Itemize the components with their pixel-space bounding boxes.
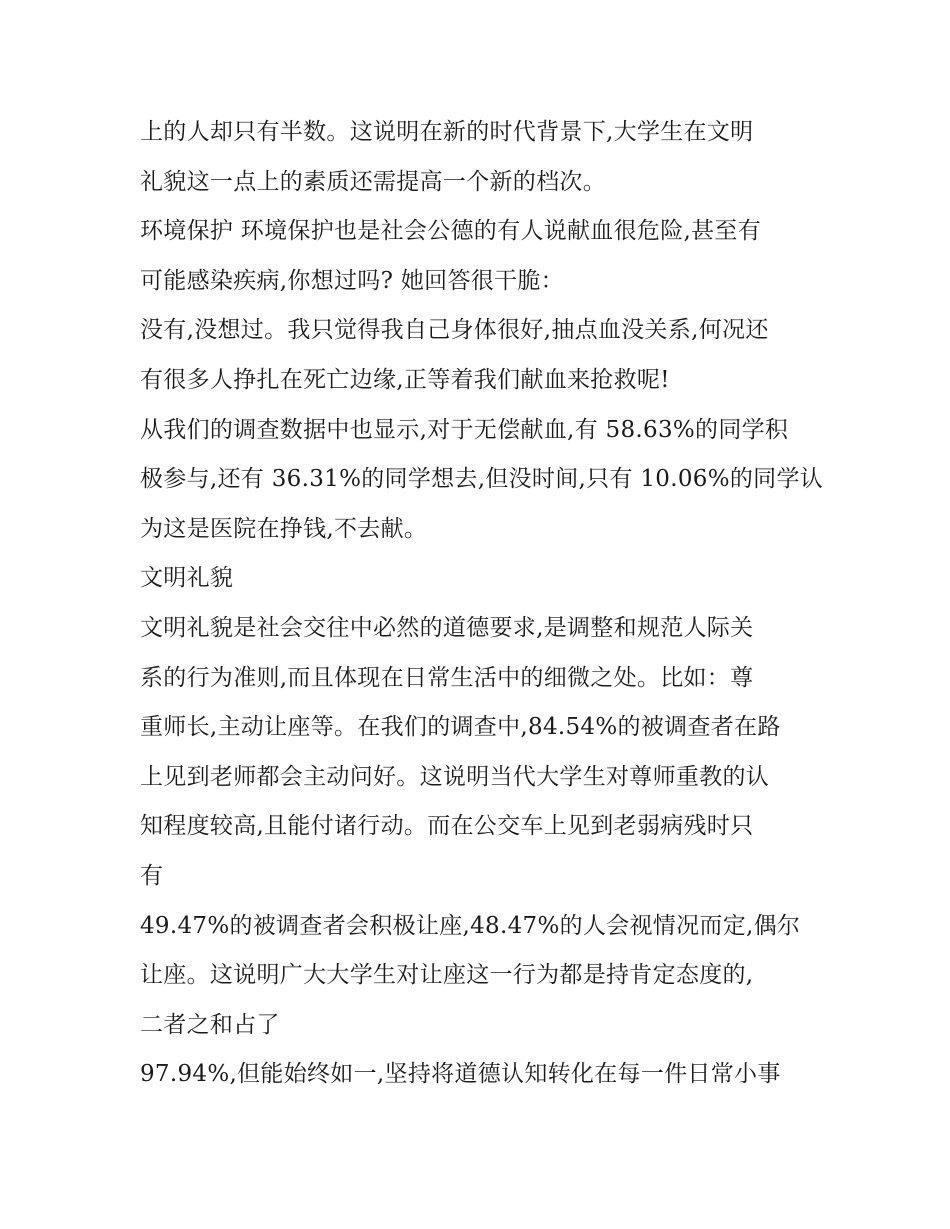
text-line-13: 重师长,主动让座等。在我们的调查中,84.54%的被调查者在路 bbox=[140, 714, 781, 741]
text-line-18: 让座。这说明广大大学生对让座这一行为都是持肯定态度的, bbox=[140, 962, 754, 989]
text-line-17: 49.47%的被调查者会积极让座,48.47%的人会视情况而定,偶尔 bbox=[140, 912, 801, 939]
text-line-14: 上见到老师都会主动问好。这说明当代大学生对尊师重教的认 bbox=[140, 763, 770, 790]
text-line-1: 上的人却只有半数。这说明在新的时代背景下,大学生在文明 bbox=[140, 119, 754, 145]
text-line-20: 97.94%,但能始终如一,坚持将道德认知转化在每一件日常小事 bbox=[140, 1061, 781, 1088]
text-line-19: 二者之和占了 bbox=[140, 1011, 280, 1038]
text-line-3: 环境保护 环境保护也是社会公德的有人说献血很危险,甚至有 bbox=[140, 218, 762, 245]
text-line-2: 礼貌这一点上的素质还需提高一个新的档次。 bbox=[140, 168, 606, 195]
text-line-5: 没有,没想过。我只觉得我自己身体很好,抽点血没关系,何况还 bbox=[140, 317, 769, 344]
text-line-16: 有 bbox=[140, 862, 164, 889]
text-line-9: 为这是医院在挣钱,不去献。 bbox=[140, 515, 428, 542]
text-line-8: 极参与,还有 36.31%的同学想去,但没时间,只有 10.06%的同学认 bbox=[140, 466, 824, 493]
section-heading-civility: 文明礼貌 bbox=[140, 565, 234, 592]
document-body bbox=[140, 108, 824, 1100]
text-line-15: 知程度较高,且能付诸行动。而在公交车上见到老弱病残时只 bbox=[140, 813, 754, 840]
text-line-7: 从我们的调查数据中也显示,对于无偿献血,有 58.63%的同学积 bbox=[140, 416, 789, 443]
text-line-6: 有很多人挣扎在死亡边缘,正等着我们献血来抢救呢! bbox=[140, 366, 670, 393]
text-line-11: 文明礼貌是社会交往中必然的道德要求,是调整和规范人际关 bbox=[140, 614, 754, 641]
text-line-12: 系的行为准则,而且体现在日常生活中的细微之处。比如：尊 bbox=[140, 664, 754, 691]
text-line-4: 可能感染疾病,你想过吗? 她回答很干脆： bbox=[140, 267, 564, 294]
